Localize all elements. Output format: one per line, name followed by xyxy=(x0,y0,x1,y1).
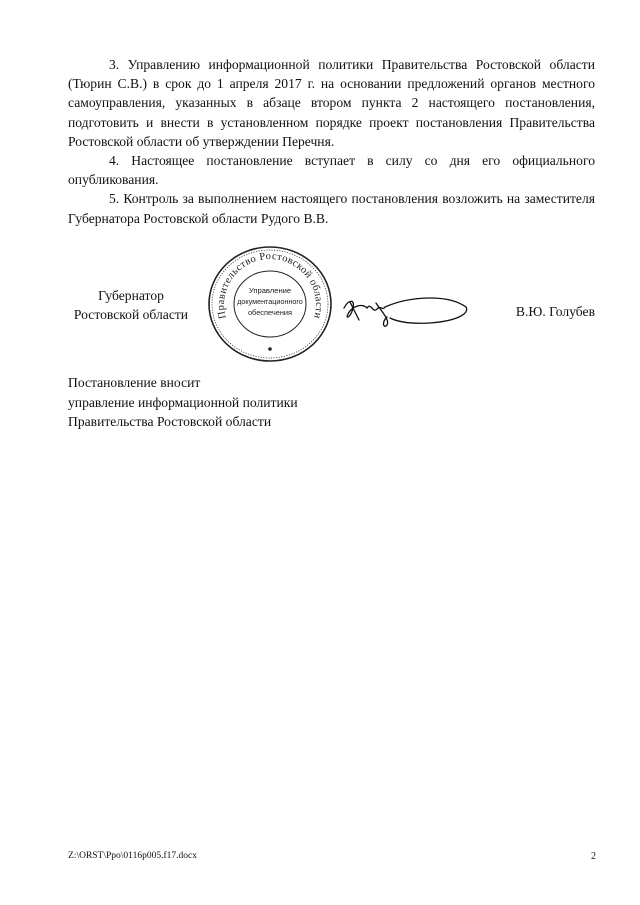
seal-center-line2: документационного xyxy=(237,297,303,306)
submitted-by-line3: Правительства Ростовской области xyxy=(68,414,272,430)
paragraph-5: 5. Контроль за выполнением настоящего постановления возложить на заместителя Губернатора Ростовской области Рудого В.В. xyxy=(68,191,595,226)
signatory-title xyxy=(68,286,194,324)
submitted-by-note xyxy=(68,373,298,432)
seal-center-line1: Управление xyxy=(248,286,292,295)
page-number: 2 xyxy=(591,851,596,862)
footer-file-path: Z:\ORST\Ppo\0116p005.f17.docx xyxy=(68,851,197,861)
official-seal xyxy=(205,243,335,365)
seal-dot xyxy=(268,347,272,351)
paragraph-4: 4. Настоящее постановление вступает в силу со дня его официального опубликования. xyxy=(68,153,595,188)
signatory-title-line2: Ростовской области xyxy=(73,307,189,322)
seal-ring-text: Правительство Ростовской области xyxy=(215,251,325,320)
submitted-by-line1: Постановление вносит xyxy=(68,375,201,390)
paragraph-3: 3. Управлению информационной политики Правительства Ростовской области (Тюрин С.В.) в срок до 1 апреля 2017 г. на основании предложений органов местного самоуправления, указанных в абзаце втором пункта 2 настоящего постановления, подготовить и внести в установленном порядке проект постановления Правительства Ростовской области об утверждении Перечня. xyxy=(68,57,595,149)
handwritten-signature xyxy=(340,290,470,332)
submitted-by-line2: управление информационной политики xyxy=(68,394,298,410)
seal-center-line3: обеспечения xyxy=(247,308,293,317)
document-body xyxy=(68,55,595,228)
signatory-title-line1: Губернатор xyxy=(98,288,164,303)
signatory-name: В.Ю. Голубев xyxy=(515,304,595,319)
